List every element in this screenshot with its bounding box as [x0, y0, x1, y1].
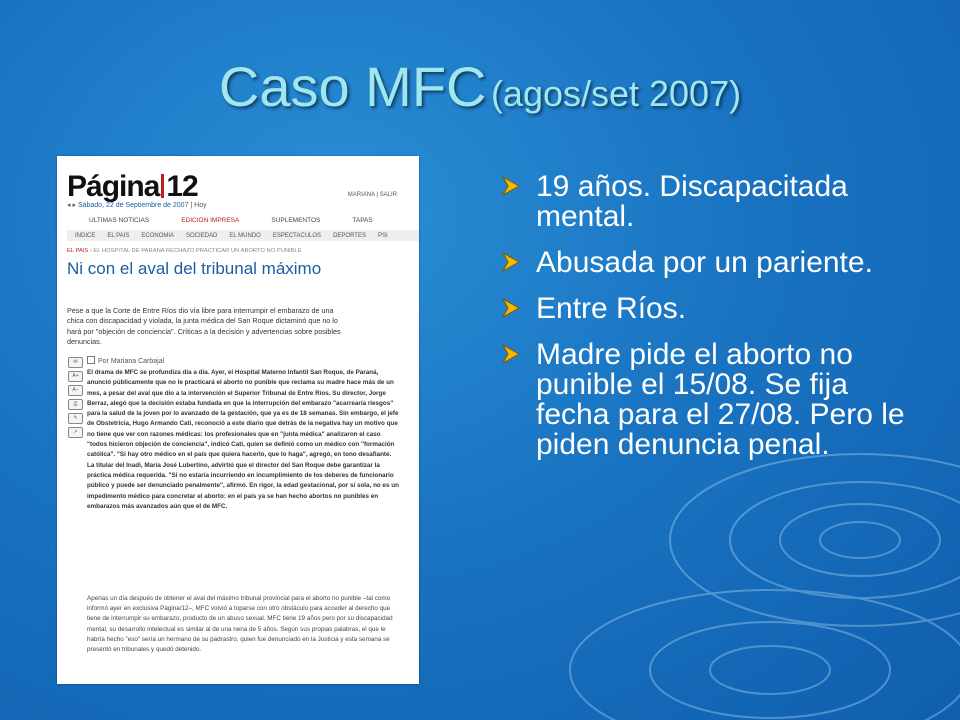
font-increase-icon: A+	[68, 371, 83, 382]
slide-title	[0, 54, 960, 119]
bullet-item	[500, 294, 920, 324]
nav-item: EL PAIS	[107, 232, 130, 239]
article-body: Apenas un día después de obtener el aval del máximo tribunal provincial para el aborto no punible –tal como informó ayer en exclusiva Página/12–, MFC volvió a toparse con otro obstáculo para acceder al derecho que tiene de interrumpir su embarazo, producto de un abuso sexual. MFC tiene 19 años pero por su discapacidad mental, su desarrollo intelectual es similar al de una nena de 5 años. Según sus propias palabras, el que le habría hecho "eso" sería un hermano de su padrastro, quien fue denunciado en la Justicia y esta semana se presentó en tribunales y quedó detenido.	[87, 595, 393, 654]
edit-icon: ✎	[68, 413, 83, 424]
section-name: EL PAIS	[67, 248, 89, 254]
bullet-text: Madre pide el aborto no punible el 15/08. Se fija fecha para el 27/08. Pero le piden denuncia penal.	[536, 338, 905, 461]
bullet-text: 19 años. Discapacitada mental.	[536, 170, 848, 233]
section-label	[67, 248, 302, 254]
nav-item: SUPLEMENTOS	[271, 217, 321, 224]
bullet-item	[500, 172, 920, 232]
article-lede: Pese a que la Corte de Entre Ríos dio vía libre para interrumpir el embarazo de una chica con discapacidad y violada, la junta médica del San Roque dictaminó que no lo hará por "objeción de conciencia". Críticas a la decisión y advertencias sobre posibles denuncias.	[67, 306, 341, 347]
nav-item: ESPECTACULOS	[272, 232, 322, 239]
edition-date: Sábado, 22 de Septiembre de 2007	[77, 202, 189, 209]
bullet-text: Entre Ríos.	[536, 292, 687, 325]
bullet-list	[500, 172, 920, 476]
nav-item: DEPORTES	[333, 232, 366, 239]
bullet-text: Abusada por un pariente.	[536, 246, 873, 279]
newspaper-logo	[67, 170, 198, 204]
section-kicker: › EL HOSPITAL DE PARANA RECHAZO PRACTICAR UN ABORTO NO PUNIBLE	[89, 248, 302, 254]
article-body-lead: El drama de MFC se profundiza día a día. Ayer, el Hospital Materno Infantil San Roque, de Paraná, anunció públicamente que no le practicará el aborto no punible que reclama su madre hace más de un mes, a pesar del aval que dio a la intervención el Superior Tribunal de Entre Ríos. Su director, Jorge Berraz, alegó que la decisión estaba fundada en que la interrupción del embarazo "acarrearía riesgos" para la salud de la joven por lo avanzado de la gestación, que ya es de 18 semanas. Sin embargo, el jefe de Obstetricia, Hugo Armando Cati, reconoció a este diario que detrás de la negativa hay un motivo que no tiene que ver con razones médicas: los profesionales que en "junta médica" analizaron el caso "todos hicieron objeción de conciencia", indicó Cati, quien se definió como un médico con "formación católica". "Si hay otro médico en el país que quiera hacerlo, que lo haga", agregó, en tono desafiante. La titular del Inadi, María José Lubertino, advirtió que el director del San Roque debe garantizar la práctica médica requerida. "Si no estaría incurriendo en incumplimiento de los deberes de funcionario público y puede ser denunciado penalmente", afirmó. En rigor, la edad gestacional, por sí sola, no es un impedimento médico para concretar el aborto: en el país ya se han hecho abortos no punibles en embarazos más avanzados aún que el de MFC.	[87, 369, 399, 510]
article-headline: Ni con el aval del tribunal máximo	[67, 259, 322, 278]
slide-title-sub: (agos/set 2007)	[490, 73, 742, 114]
logo-text-right: 12	[166, 170, 198, 203]
dateline	[67, 201, 207, 209]
nav-item: PSI	[377, 232, 388, 239]
print-icon: ⎙	[68, 399, 83, 410]
newspaper-clipping	[57, 156, 419, 684]
arrow-bullet-icon	[500, 175, 522, 197]
bullet-item	[500, 340, 920, 460]
email-icon: ✉	[68, 357, 83, 368]
edition-date-suffix: | Hoy	[190, 202, 207, 209]
nav-row-sections	[67, 230, 419, 241]
user-links: MARIANA | SALIR	[347, 192, 397, 198]
arrow-bullet-icon	[500, 297, 522, 319]
nav-item: SOCIEDAD	[186, 232, 218, 239]
article-tools	[68, 357, 83, 438]
nav-item: TAPAS	[352, 217, 373, 224]
nav-item: ECONOMIA	[141, 232, 175, 239]
nav-item: INDICE	[75, 232, 96, 239]
arrow-bullet-icon	[500, 251, 522, 273]
logo-text-left: Página	[67, 170, 160, 203]
share-icon: ↗	[68, 427, 83, 438]
arrow-bullet-icon	[500, 343, 522, 365]
slide-title-main: Caso MFC	[218, 55, 487, 118]
nav-item: EDICION IMPRESA	[181, 217, 240, 224]
font-decrease-icon: A−	[68, 385, 83, 396]
bullet-item	[500, 248, 920, 278]
byline-author: Por Mariana Carbajal	[98, 358, 165, 365]
nav-item: ULTIMAS NOTICIAS	[89, 217, 150, 224]
article-byline	[87, 356, 164, 365]
nav-row-primary	[89, 217, 373, 224]
nav-arrows-icon: ◂ ▸	[67, 202, 76, 209]
nav-item: EL MUNDO	[229, 232, 261, 239]
